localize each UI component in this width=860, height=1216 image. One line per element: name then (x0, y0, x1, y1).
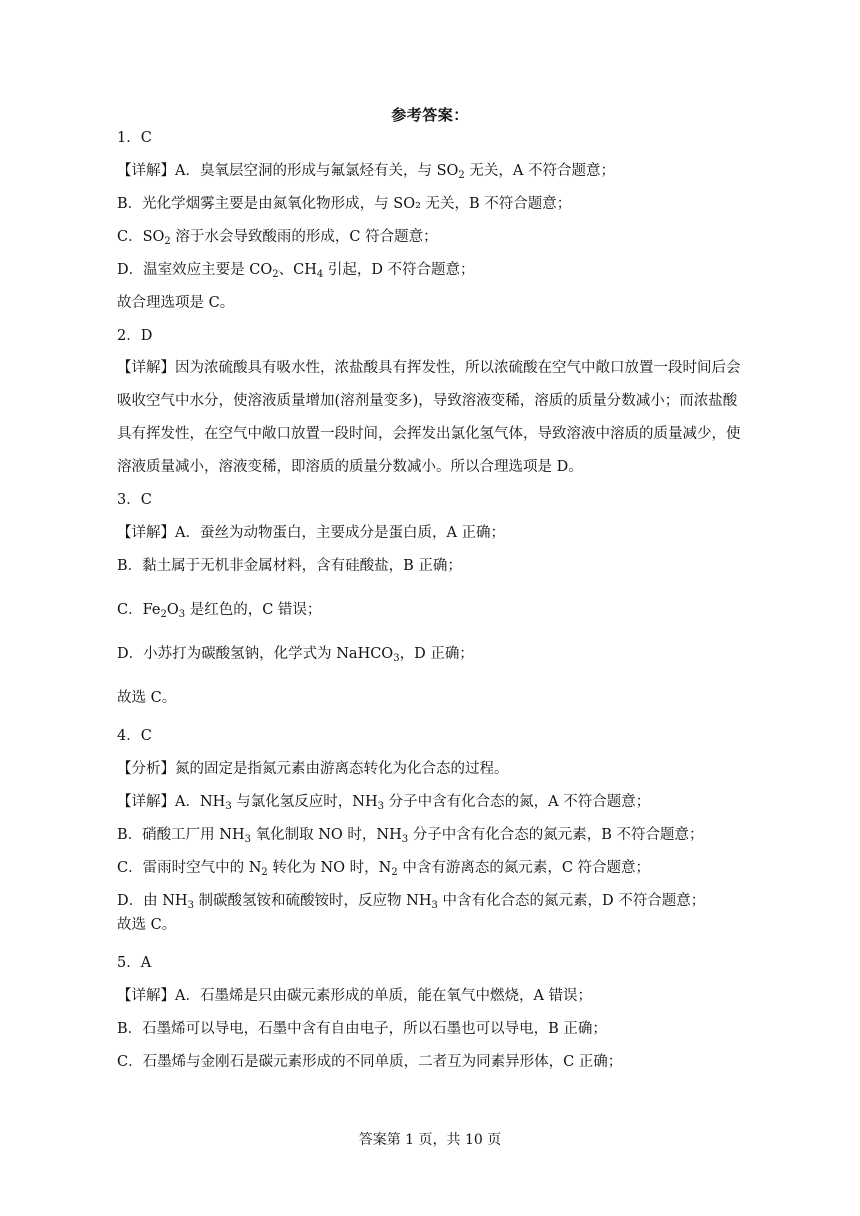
page-title: 参考答案： (391, 106, 469, 124)
q1-conclusion: 故合理选项是 C。 (117, 295, 235, 311)
q4-number: 4．C (117, 728, 152, 744)
q3-option-c: C．$Fe_2O_3$ 是红色的，C 错误； (117, 602, 322, 620)
q5-option-c: C．石墨烯与金刚石是碳元素形成的不同单质，二者互为同素异形体，C 正确； (117, 1054, 623, 1070)
page-footer: 答案第 1 页，共 10 页 (358, 1132, 502, 1148)
q1-option-d: D．温室效应主要是 $CO_2$、$CH_4$ 引起，D 不符合题意； (117, 262, 475, 280)
q3-conclusion: 故选 C。 (117, 690, 177, 706)
q5-number: 5．A (117, 955, 152, 971)
q3-option-b: B．黏土属于无机非金属材料，含有硅酸盐，B 正确； (117, 558, 462, 574)
q1-option-c: C．$SO_2$ 溶于水会导致酸雨的形成，C 符合题意； (117, 229, 438, 247)
q5-option-b: B．石墨烯可以导电，石墨中含有自由电子，所以石墨也可以导电，B 正确； (117, 1021, 607, 1037)
q4-option-d: D．由 $NH_3$ 制碳酸氢铵和硫酸铵时，反应物 $NH_3$ 中含有化合态的氮元素，D 不符合题意； (117, 893, 706, 911)
q3-number: 3．C (117, 492, 152, 508)
q1-number: 1．C (117, 130, 152, 146)
q1-option-b: B．光化学烟雾主要是由氮氧化物形成，与 SO₂ 无关，B 不符合题意； (117, 196, 572, 212)
q4-option-c: C．雷雨时空气中的 $N_2$ 转化为 NO 时，$N_2$ 中含有游离态的氮元素，C 符合题意； (117, 860, 651, 878)
q5-option-a: 【详解】A．石墨烯是只由碳元素形成的单质，能在氧气中燃烧，A 错误； (117, 988, 593, 1004)
q1-option-a: 【详解】A．臭氧层空洞的形成与氟氯烃有关，与 $SO_2$ 无关，A 不符合题意； (117, 163, 615, 181)
q4-conclusion: 故选 C。 (117, 917, 177, 933)
q3-option-a: 【详解】A．蚕丝为动物蛋白，主要成分是蛋白质，A 正确； (117, 525, 506, 541)
q2-number: 2．D (117, 328, 153, 344)
answer-content (117, 128, 747, 1072)
q4-analysis: 【分析】氮的固定是指氮元素由游离态转化为化合态的过程。 (117, 761, 509, 777)
q4-option-b: B．硝酸工厂用 $NH_3$ 氧化制取 NO 时，$NH_3$ 分子中含有化合态的氮元素，B 不符合题意； (117, 827, 704, 845)
q2-detail: 【详解】因为浓硫酸具有吸水性，浓盐酸具有挥发性，所以浓硫酸在空气中敞口放置一段时间后会吸收空气中水分，使溶液质量增加(溶剂量变多)，导致溶液变稀，溶质的质量分数减小；而浓盐酸具有挥发性，在空气中敞口放置一段时间，会挥发出氯化氢气体，导致溶液中溶质的质量减少，使溶液质量减小，溶液变稀，即溶质的质量分数减小。所以合理选项是 D。 (117, 360, 741, 475)
q4-option-a: 【详解】A．$NH_3$ 与氯化氢反应时，$NH_3$ 分子中含有化合态的氮，A 不符合题意； (117, 794, 651, 812)
q3-option-d: D．小苏打为碳酸氢钠，化学式为 NaHCO$_3$，D 正确； (117, 646, 474, 664)
